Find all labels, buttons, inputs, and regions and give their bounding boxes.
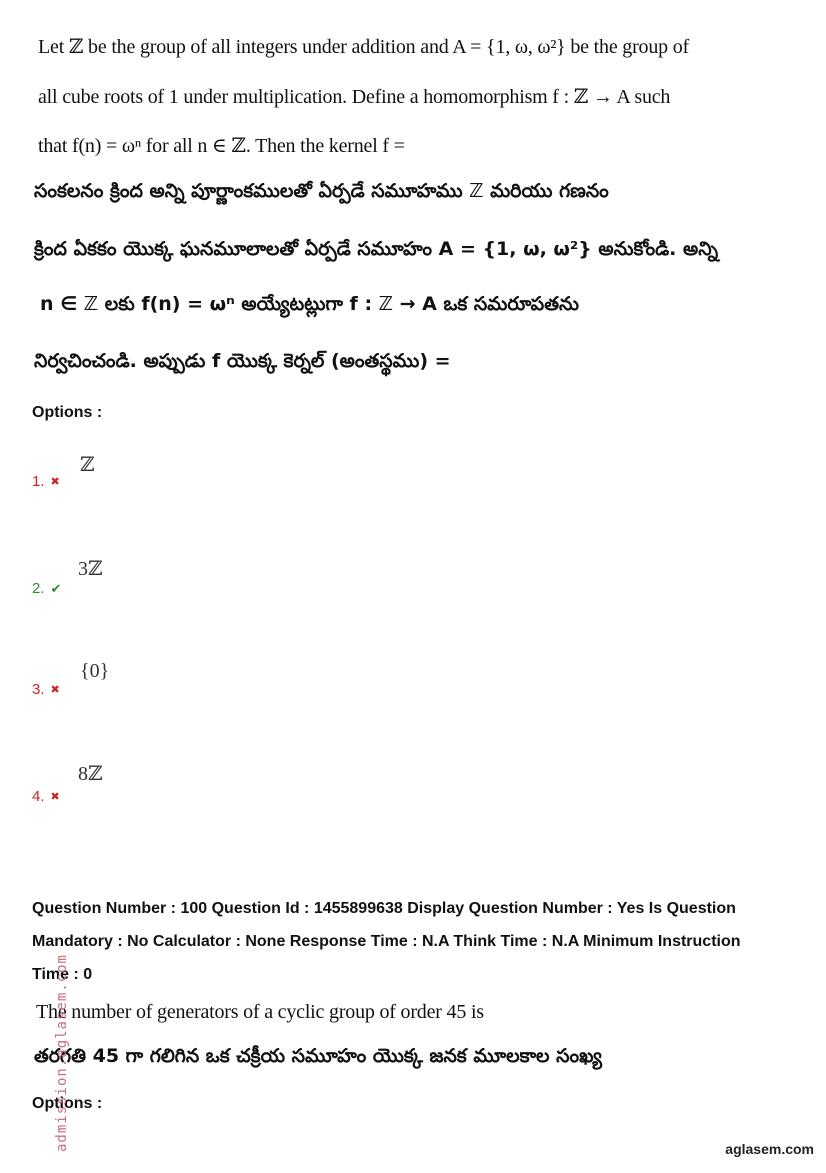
- wrong-icon: ✖: [50, 791, 60, 803]
- footer-site[interactable]: aglasem.com: [725, 1141, 814, 1157]
- check-icon: ✔: [50, 580, 62, 596]
- next-question-english: The number of generators of a cyclic group of order 45 is: [36, 1001, 484, 1023]
- option-3-value: {0}: [80, 660, 110, 682]
- question-telugu-line-3: n ∈ ℤ లకు f(n) = ωⁿ అయ్యేటట్లుగా f : ℤ → A ఒక సమరూపతను: [40, 293, 579, 315]
- question-meta-line-1: Question Number : 100 Question Id : 1455899638 Display Question Number : Yes Is Question: [32, 900, 736, 917]
- question-meta-line-3: Time : 0: [32, 966, 93, 983]
- next-question-telugu: తరగతి 45 గా గలిగిన ఒక చక్రీయ సమూహం యొక్క జనక మూలకాల సంఖ్య: [34, 1045, 602, 1067]
- question-english-line-1: Let ℤ be the group of all integers under addition and A = {1, ω, ω²} be the group of: [38, 36, 690, 58]
- options-label: Options :: [32, 404, 103, 421]
- question-meta: [32, 892, 812, 991]
- option-4[interactable]: [32, 788, 60, 805]
- question-english-line-2: all cube roots of 1 under multiplication. Define a homomorphism f : ℤ → A such: [38, 86, 671, 108]
- question-telugu-line-4: నిర్వచించండి. అప్పుడు f యొక్క కెర్నల్ (అంతస్థము) =: [34, 350, 451, 372]
- option-4-number: 4.: [32, 788, 45, 805]
- wrong-icon: ✖: [50, 684, 60, 696]
- option-2[interactable]: [32, 580, 61, 597]
- wrong-icon: ✖: [50, 476, 60, 488]
- option-1[interactable]: [32, 473, 60, 490]
- option-3[interactable]: [32, 681, 60, 698]
- option-3-number: 3.: [32, 681, 45, 698]
- watermark: admission.aglasem.com: [54, 954, 70, 1153]
- option-2-value: 3ℤ: [78, 558, 103, 580]
- question-telugu-line-2: క్రింద ఏకకం యొక్క ఘనమూలాలతో ఏర్పడే సమూహం A = {1, ω, ω²} అనుకోండి. అన్ని: [34, 238, 719, 260]
- question-english-line-3: that f(n) = ωⁿ for all n ∈ ℤ. Then the kernel f =: [38, 135, 405, 157]
- option-2-number: 2.: [32, 580, 45, 597]
- question-telugu-line-1: సంకలనం క్రింద అన్ని పూర్ణాంకములతో ఏర్పడే సమూహము ℤ మరియు గణనం: [34, 180, 609, 202]
- question-meta-line-2: Mandatory : No Calculator : None Response Time : N.A Think Time : N.A Minimum Instruction: [32, 933, 741, 950]
- next-options-label: Options :: [32, 1095, 103, 1112]
- option-1-number: 1.: [32, 473, 45, 490]
- option-1-value: ℤ: [80, 454, 95, 476]
- option-4-value: 8ℤ: [78, 763, 103, 785]
